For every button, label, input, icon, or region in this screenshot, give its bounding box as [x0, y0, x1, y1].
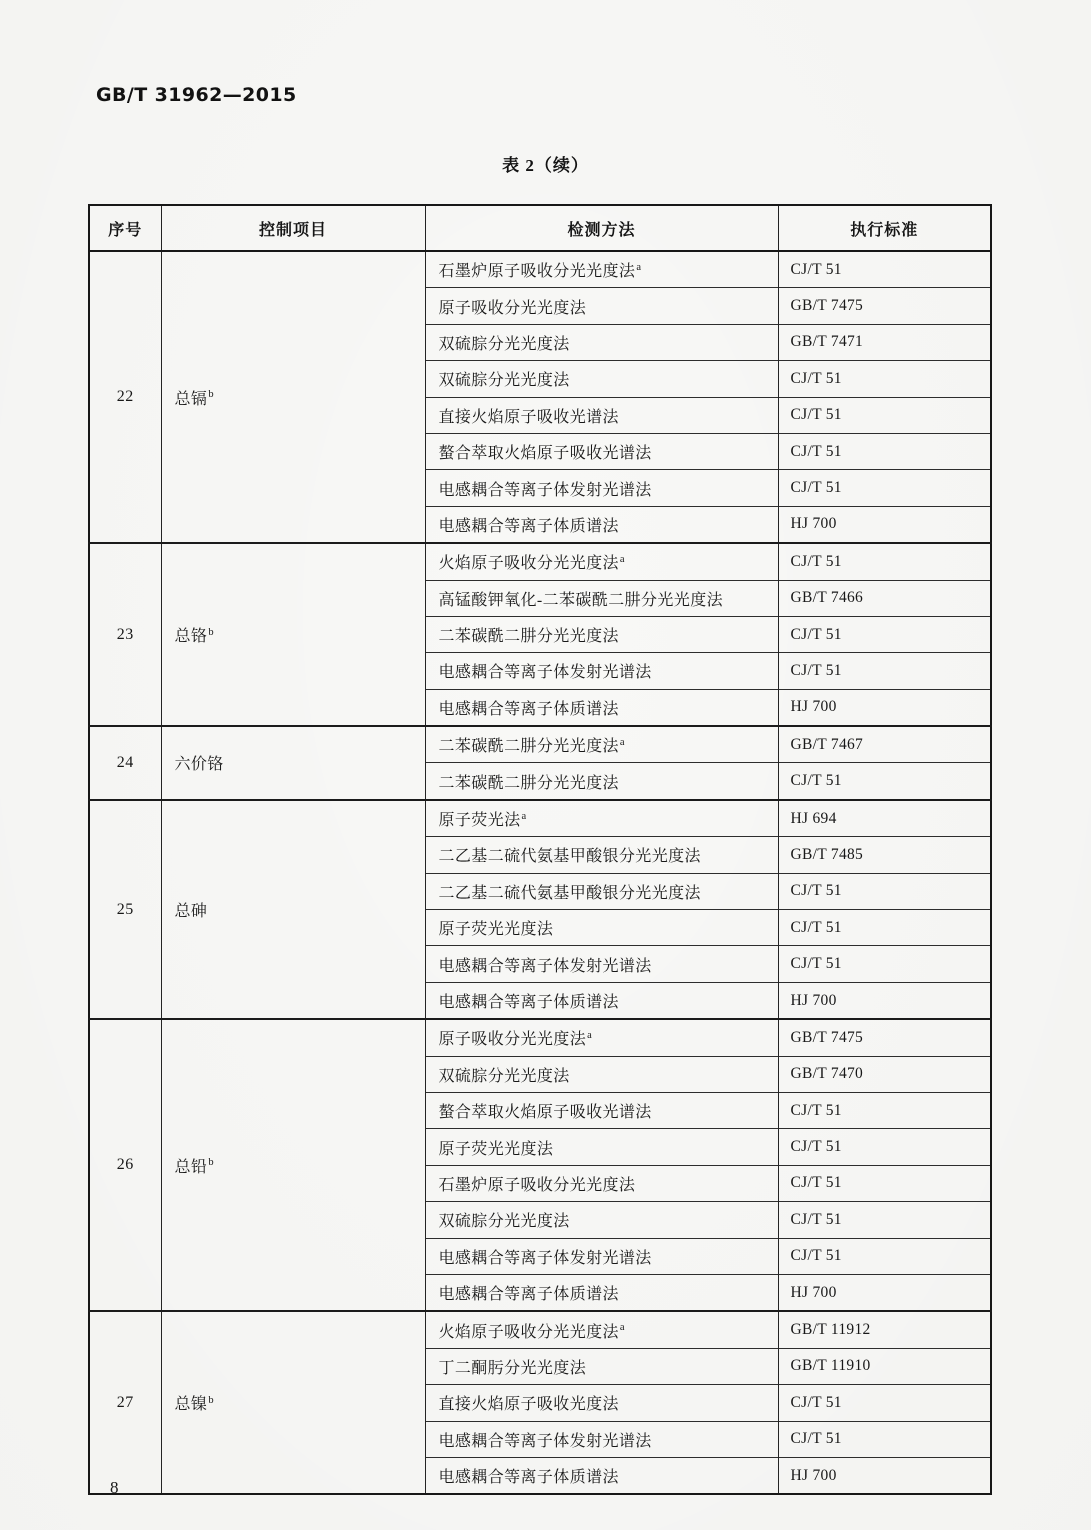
executive-standard-cell: CJ/T 51: [778, 1165, 991, 1201]
executive-standard-cell: CJ/T 51: [778, 433, 991, 469]
footnote-marker: b: [208, 389, 214, 401]
detection-method-label: 螯合萃取火焰原子吸收光谱法: [438, 445, 652, 463]
serial-number-cell: 25: [89, 800, 161, 1019]
detection-method-label: 螯合萃取火焰原子吸收光谱法: [438, 1104, 652, 1122]
footnote-marker: a: [521, 810, 527, 822]
detection-method-label: 直接火焰原子吸收光谱法: [438, 408, 619, 426]
detection-method-label: 双硫腙分光光度法: [438, 372, 570, 390]
footnote-marker: a: [619, 553, 625, 565]
executive-standard-cell: GB/T 7467: [778, 726, 991, 763]
serial-number-cell: 24: [89, 726, 161, 800]
detection-method-cell: [425, 763, 778, 800]
standards-table: [88, 204, 992, 1495]
table-row: [89, 800, 991, 837]
detection-method-label: 原子荧光法: [438, 812, 521, 830]
detection-method-cell: [425, 1129, 778, 1165]
detection-method-label: 电感耦合等离子体质谱法: [438, 1469, 619, 1487]
executive-standard-cell: CJ/T 51: [778, 397, 991, 433]
detection-method-cell: [425, 361, 778, 397]
table-row: [89, 1019, 991, 1056]
executive-standard-cell: GB/T 7475: [778, 1019, 991, 1056]
control-item-cell: [161, 543, 425, 726]
page-number: 8: [110, 1478, 119, 1497]
detection-method-cell: [425, 800, 778, 837]
executive-standard-cell: GB/T 11910: [778, 1348, 991, 1384]
detection-method-cell: [425, 470, 778, 506]
detection-method-label: 二乙基二硫代氨基甲酸银分光光度法: [438, 884, 701, 902]
executive-standard-cell: GB/T 7466: [778, 580, 991, 616]
detection-method-label: 双硫腙分光光度法: [438, 335, 570, 353]
detection-method-cell: [425, 397, 778, 433]
detection-method-cell: [425, 1348, 778, 1384]
executive-standard-cell: CJ/T 51: [778, 361, 991, 397]
detection-method-cell: [425, 1311, 778, 1348]
executive-standard-cell: CJ/T 51: [778, 251, 991, 288]
detection-method-label: 电感耦合等离子体质谱法: [438, 700, 619, 718]
executive-standard-cell: CJ/T 51: [778, 1238, 991, 1274]
executive-standard-cell: GB/T 11912: [778, 1311, 991, 1348]
footnote-marker: a: [619, 1322, 625, 1334]
detection-method-cell: [425, 726, 778, 763]
detection-method-cell: [425, 946, 778, 982]
detection-method-label: 电感耦合等离子体质谱法: [438, 1286, 619, 1304]
detection-method-label: 二苯碳酰二肼分光光度法: [438, 738, 619, 756]
control-item-label: 总砷: [174, 903, 208, 921]
detection-method-cell: [425, 1385, 778, 1421]
column-header-serial: 序号: [89, 205, 161, 251]
detection-method-label: 石墨炉原子吸收分光光度法: [438, 1176, 636, 1194]
executive-standard-cell: HJ 700: [778, 506, 991, 543]
column-header-method: 检测方法: [425, 205, 778, 251]
control-item-label: 六价铬: [174, 756, 224, 774]
detection-method-cell: [425, 689, 778, 726]
detection-method-cell: [425, 1457, 778, 1494]
executive-standard-cell: HJ 700: [778, 982, 991, 1019]
executive-standard-cell: HJ 694: [778, 800, 991, 837]
detection-method-label: 电感耦合等离子体质谱法: [438, 517, 619, 535]
executive-standard-cell: GB/T 7485: [778, 837, 991, 873]
executive-standard-cell: CJ/T 51: [778, 1092, 991, 1128]
detection-method-label: 电感耦合等离子体发射光谱法: [438, 664, 652, 682]
detection-method-label: 丁二酮肟分光光度法: [438, 1359, 587, 1377]
detection-method-cell: [425, 1238, 778, 1274]
detection-method-cell: [425, 1421, 778, 1457]
detection-method-cell: [425, 1274, 778, 1311]
detection-method-label: 二苯碳酰二肼分光光度法: [438, 628, 619, 646]
detection-method-cell: [425, 837, 778, 873]
standard-doc-code: GB/T 31962—2015: [96, 84, 297, 106]
executive-standard-cell: CJ/T 51: [778, 1385, 991, 1421]
executive-standard-cell: CJ/T 51: [778, 543, 991, 580]
table-title: 表 2（续）: [502, 156, 589, 175]
control-item-cell: [161, 1311, 425, 1494]
serial-number-cell: 27: [89, 1311, 161, 1494]
serial-number-cell: 23: [89, 543, 161, 726]
detection-method-cell: [425, 1092, 778, 1128]
detection-method-label: 电感耦合等离子体发射光谱法: [438, 957, 652, 975]
detection-method-cell: [425, 653, 778, 689]
footnote-marker: a: [636, 261, 642, 273]
detection-method-cell: [425, 433, 778, 469]
executive-standard-cell: CJ/T 51: [778, 763, 991, 800]
executive-standard-cell: GB/T 7471: [778, 324, 991, 360]
executive-standard-cell: CJ/T 51: [778, 1129, 991, 1165]
detection-method-label: 高锰酸钾氧化-二苯碳酰二肼分光光度法: [438, 591, 724, 609]
detection-method-label: 火焰原子吸收分光光度法: [438, 555, 619, 573]
footnote-marker: b: [208, 626, 214, 638]
detection-method-label: 原子吸收分光光度法: [438, 299, 587, 317]
detection-method-cell: [425, 1165, 778, 1201]
detection-method-label: 电感耦合等离子体质谱法: [438, 994, 619, 1011]
footnote-marker: b: [208, 1157, 214, 1169]
detection-method-label: 石墨炉原子吸收分光光度法: [438, 263, 636, 281]
control-item-cell: [161, 251, 425, 543]
detection-method-label: 双硫腙分光光度法: [438, 1213, 570, 1231]
table-row: [89, 251, 991, 288]
serial-number-cell: 22: [89, 251, 161, 543]
control-item-cell: [161, 1019, 425, 1311]
detection-method-cell: [425, 324, 778, 360]
executive-standard-cell: GB/T 7475: [778, 288, 991, 324]
executive-standard-cell: CJ/T 51: [778, 1202, 991, 1238]
control-item-label: 总铬: [174, 628, 208, 646]
detection-method-label: 二苯碳酰二肼分光光度法: [438, 774, 619, 792]
control-item-label: 总镍: [174, 1396, 208, 1414]
executive-standard-cell: CJ/T 51: [778, 946, 991, 982]
column-header-item: 控制项目: [161, 205, 425, 251]
detection-method-cell: [425, 1056, 778, 1092]
executive-standard-cell: CJ/T 51: [778, 873, 991, 909]
detection-method-cell: [425, 873, 778, 909]
table-row: [89, 1311, 991, 1348]
detection-method-cell: [425, 982, 778, 1019]
serial-number-cell: 26: [89, 1019, 161, 1311]
executive-standard-cell: HJ 700: [778, 1274, 991, 1311]
table-header-row: [89, 205, 991, 251]
executive-standard-cell: HJ 700: [778, 1457, 991, 1494]
detection-method-label: 二乙基二硫代氨基甲酸银分光光度法: [438, 848, 701, 866]
detection-method-cell: [425, 506, 778, 543]
executive-standard-cell: GB/T 7470: [778, 1056, 991, 1092]
control-item-label: 总铅: [174, 1158, 208, 1176]
table-row: [89, 726, 991, 763]
control-item-cell: [161, 726, 425, 800]
executive-standard-cell: CJ/T 51: [778, 910, 991, 946]
control-item-label: 总镉: [174, 390, 208, 408]
executive-standard-cell: CJ/T 51: [778, 616, 991, 652]
column-header-standard: 执行标准: [778, 205, 991, 251]
footnote-marker: a: [619, 736, 625, 748]
executive-standard-cell: CJ/T 51: [778, 653, 991, 689]
detection-method-cell: [425, 580, 778, 616]
detection-method-label: 原子荧光光度法: [438, 921, 554, 939]
executive-standard-cell: CJ/T 51: [778, 1421, 991, 1457]
detection-method-label: 火焰原子吸收分光光度法: [438, 1323, 619, 1341]
detection-method-cell: [425, 910, 778, 946]
executive-standard-cell: CJ/T 51: [778, 470, 991, 506]
detection-method-cell: [425, 1019, 778, 1056]
detection-method-label: 原子吸收分光光度法: [438, 1031, 587, 1049]
detection-method-cell: [425, 251, 778, 288]
detection-method-cell: [425, 288, 778, 324]
footnote-marker: a: [587, 1030, 593, 1042]
detection-method-label: 双硫腙分光光度法: [438, 1067, 570, 1085]
executive-standard-cell: HJ 700: [778, 689, 991, 726]
control-item-cell: [161, 800, 425, 1019]
detection-method-cell: [425, 616, 778, 652]
detection-method-label: 电感耦合等离子体发射光谱法: [438, 1432, 652, 1450]
detection-method-label: 原子荧光光度法: [438, 1140, 554, 1158]
table-body: [89, 251, 991, 1494]
detection-method-label: 直接火焰原子吸收光度法: [438, 1396, 619, 1414]
detection-method-label: 电感耦合等离子体发射光谱法: [438, 481, 652, 499]
footnote-marker: b: [208, 1394, 214, 1406]
detection-method-cell: [425, 1202, 778, 1238]
detection-method-cell: [425, 543, 778, 580]
table-row: [89, 543, 991, 580]
detection-method-label: 电感耦合等离子体发射光谱法: [438, 1249, 652, 1267]
